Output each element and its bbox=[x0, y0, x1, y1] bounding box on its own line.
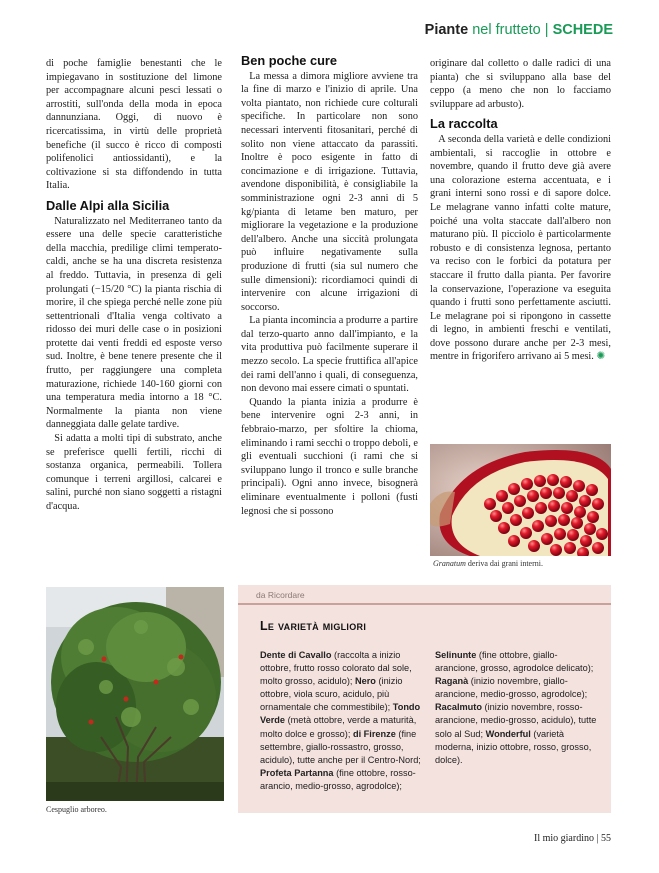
shrub-illustration bbox=[46, 587, 224, 801]
box-column-1 bbox=[260, 649, 428, 793]
col3-paragraph-0: originare dal colletto o dalle radici di una pianta) che si sviluppano alla base del ceppo (a meno che non lo facciamo sviluppare ad arbusto). bbox=[430, 58, 611, 110]
box-divider bbox=[238, 603, 611, 605]
col1-heading: Dalle Alpi alla Sicilia bbox=[46, 197, 170, 213]
variety-desc: (inizio novembre, giallo-arancione, medio-grosso, agrodolce); bbox=[435, 676, 588, 700]
variety-name: Dente di Cavallo bbox=[260, 650, 332, 660]
variety-name: Wonderful bbox=[485, 728, 531, 739]
fruit-caption-rest: deriva dai grani interni. bbox=[465, 559, 543, 568]
col2-paragraph-3: Quando la pianta inizia a produrre è bene intervenire ogni 2-3 anni, in febbraio-marzo, per sfoltire la chioma, eliminando i rami secchi o troppo deboli, e gli eventuali succhioni (i rami che si sviluppano lungo il tronco e sulle branche principali). Ogni anno invece, bisognerà eliminare eventualmente i polloni (fusti legnosi che si possono bbox=[241, 396, 418, 517]
variety-desc: (raccolta a inizio ottobre, frutto rosso colorato dal sole, molto grosso, acidulo); bbox=[260, 650, 412, 687]
magazine-title: Il mio giardino bbox=[533, 833, 594, 844]
variety-desc: (inizio ottobre, viola scuro, acidulo, più ornamentale che commestibile); bbox=[260, 676, 403, 713]
shrub-photo bbox=[46, 587, 224, 801]
shrub-caption: Cespuglio arboreo. bbox=[46, 805, 107, 814]
variety-desc: (metà ottobre, verde a maturità, molto dolce e grosso); bbox=[260, 715, 417, 739]
variety-desc: (fine ottobre, rosso-arancio, medio-grosso, agrodolce); bbox=[260, 767, 416, 791]
column-1 bbox=[46, 57, 222, 514]
fruit-caption bbox=[433, 559, 543, 568]
header-part1: Piante bbox=[424, 22, 469, 38]
col2-heading: Ben poche cure bbox=[241, 53, 338, 68]
variety-name: Tondo Verde bbox=[260, 702, 421, 726]
column-3 bbox=[430, 57, 611, 364]
end-mark-icon: ✺ bbox=[596, 351, 606, 363]
varieties-box bbox=[238, 585, 611, 813]
variety-desc: (fine ottobre, giallo-arancione, grosso, agrodolce delicato); bbox=[435, 650, 594, 674]
section-header bbox=[425, 22, 613, 38]
variety-desc: (inizio novembre, rosso-arancione, medio-grosso, acidulo), tutte solo al Sud; bbox=[435, 702, 597, 739]
col3-heading: La raccolta bbox=[430, 116, 498, 132]
box-column-2 bbox=[435, 649, 597, 767]
col1-paragraph-0: di poche famiglie benestanti che le impiegavano in sostituzione del limone per accompagnare alcuni pesci lessati o arrostiti, sull'onda della moda in epoca dannunziana. Oggi, di nuovo è ricercatissima, in virtù delle proprietà benefiche (il succo è ricco di composti polifenolici antiossidanti), e la coltivazione si sta diffondendo in tutta Italia. bbox=[46, 58, 222, 192]
col1-paragraph-2: Si adatta a molti tipi di substrato, anche se preferisce quelli fertili, ricchi di sostanza organica, permeabili. Tollera comunque i terreni argillosi, calcarei e salini, purché non siano soggetti a ristagni d'acqua. bbox=[46, 433, 222, 512]
col1-paragraph-1: Naturalizzato nel Mediterraneo tanto da essere una delle specie caratteristiche della macchia, predilige climi temperato-caldi, anche se ha una discreta resistenza al freddo. Tuttavia, in presenza di geli prolungati (−15/20 °C) la pianta rischia di morire, il che spiega perché nelle zone più settentrionali d'Italia venga coltivato a ridosso dei muri delle case o in posizioni protette dai venti freddi ed esposte verso sud. Inoltre, è bene tenere presente che il frutto, per raggiungere una completa maturazione, richiede 140-160 giorni con una temperatura media intorno a 18 °C. Normalmente la pianta non viene danneggiata dalle gelate tardive. bbox=[46, 215, 222, 431]
page-number: 55 bbox=[601, 833, 611, 844]
header-part3: SCHEDE bbox=[552, 22, 613, 38]
col3-paragraph-1 bbox=[430, 133, 611, 364]
box-title bbox=[260, 619, 366, 633]
column-2 bbox=[241, 53, 418, 518]
col2-paragraph-1: La messa a dimora migliore avviene tra la fine di marzo e l'inizio di aprile. Una volta piantato, non richiede cure colturali specifiche. In particolare non sono necessari interventi fitosanitari, perché di solito non viene attaccato da parassiti. Inoltre è poco esigente in fatto di concimazione e di irrigazione. Tuttavia, avendone disponibilità, è consigliabile la somministrazione ogni 2-3 anni di 5 kg/pianta di letame ben maturo, per migliorare la vegetazione e la produzione dell'albero. Anche una siccità prolungata può influire negativamente sulla produzione di frutti (sia sul numero che sulle dimensioni): ricordiamoci quindi di intervenire con alcune irrigazioni di soccorso. bbox=[241, 70, 418, 313]
variety-name: Racalmuto bbox=[435, 702, 482, 713]
folio-separator: | bbox=[593, 833, 601, 844]
page-folio bbox=[534, 833, 611, 844]
variety-desc: (fine settembre, giallo-rossastro, grosso, acidulo), tutte anche per il Centro-Nord; bbox=[260, 728, 421, 765]
box-title-text: Le varietà migliori bbox=[260, 619, 367, 633]
variety-name: Raganà bbox=[435, 676, 469, 687]
pomegranate-photo bbox=[430, 444, 611, 556]
header-separator: | bbox=[540, 22, 553, 38]
col2-paragraph-2: La pianta incomincia a produrre a partire dal terzo-quarto anno dall'impianto, e la vita produttiva può facilmente superare il mezzo secolo. La specie fruttifica all'apice dei rami dell'anno i quali, di conseguenza, non devono mai essere cimati o spuntati. bbox=[241, 315, 418, 395]
variety-name: di Firenze bbox=[352, 728, 396, 739]
variety-name: Selinunte bbox=[435, 650, 477, 660]
variety-desc: (varietà moderna, inizio ottobre, rosso, grosso, dolce). bbox=[435, 728, 592, 765]
box-source-label: da Ricordare bbox=[256, 590, 305, 600]
col3-paragraph-1-text: A seconda della varietà e delle condizioni ambientali, si raccoglie in ottobre e novembre, quando il frutto deve già avere una colorazione esterna accentuata, e i grani interni sono rossi e di sapore dolce. Le melagrane vanno infatti colte mature, poiché una volta staccate dall'albero non maturano più. Il picciolo è particolarmente robusto e di consistenza legnosa, pertanto va reciso con le forbici da potatura per staccare il frutto dalla pianta. Per favorire la conservazione, l'operazione va eseguita quando i frutti sono perfettamente asciutti. Le melagrane poi si ripongono in cassette di legno, in ambienti freschi e ventilati, dove possono durare anche per 2-3 mesi, mentre in frigorifero arrivano ai 5 mesi. bbox=[430, 133, 611, 363]
pomegranate-illustration bbox=[430, 444, 611, 556]
fruit-caption-italic: Granatum bbox=[433, 559, 466, 568]
variety-name: Nero bbox=[354, 676, 376, 687]
variety-name: Profeta Partanna bbox=[260, 767, 334, 778]
header-part2: nel frutteto bbox=[472, 22, 541, 38]
